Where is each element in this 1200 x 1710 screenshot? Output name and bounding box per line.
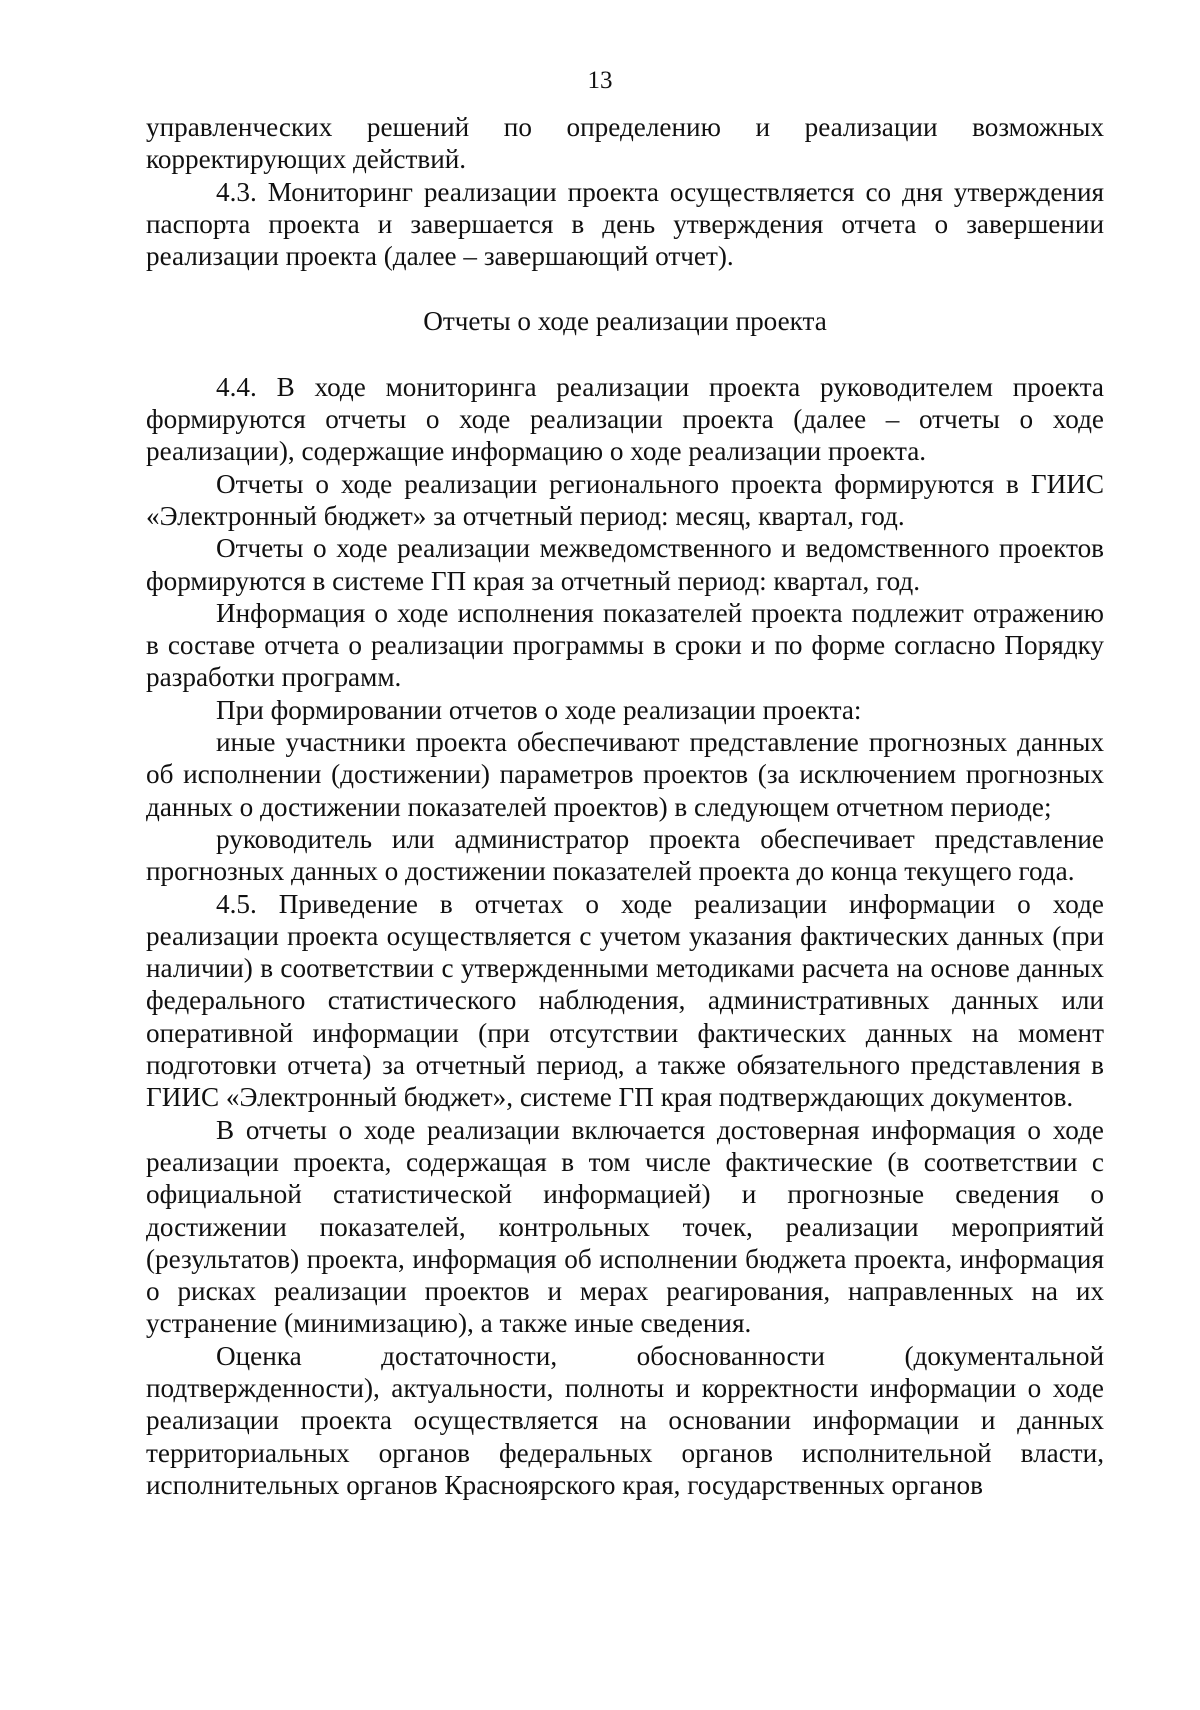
paragraph-report-formation: При формировании отчетов о ходе реализации проекта: xyxy=(216,694,862,725)
paragraph-4-3: 4.3. Мониторинг реализации проекта осуществляется со дня утверждения паспорта проекта и завершается в день утверждения отчета о завершении реализации проекта (далее – завершающий отчет). xyxy=(146,176,1104,272)
document-body xyxy=(146,111,1104,1501)
paragraph-continuation: управленческих решений по определению и реализации возможных корректирующих действий. xyxy=(146,112,1104,175)
page-number: 13 xyxy=(587,67,613,94)
section-heading: Отчеты о ходе реализации проекта xyxy=(423,306,827,337)
paragraph-4-5: 4.5. Приведение в отчетах о ходе реализации информации о ходе реализации проекта осуществляется с учетом указания фактических данных (при наличии) в соответствии с утвержденными методиками расчета на основе данных федерального статистического наблюдения, административных данных или оперативной информации (при отсутствии фактических данных на момент подготовки отчета) за отчетный период, а также обязательного представления в ГИИС «Электронный бюджет», системе ГП края подтверждающих документов. xyxy=(146,888,1104,1113)
paragraph-4-4: 4.4. В ходе мониторинга реализации проекта руководителем проекта формируются отчеты о ходе реализации проекта (далее – отчеты о ходе реализации), содержащие информацию о ходе реализации проекта. xyxy=(146,371,1104,467)
paragraph-reliable-info: В отчеты о ходе реализации включается достоверная информация о ходе реализации проекта, содержащая в том числе фактические (в соответствии с официальной статистической информацией) и прогнозные сведения о достижении показателей, контрольных точек, реализации мероприятий (результатов) проекта, информация об исполнении бюджета проекта, информация о рисках реализации проектов и мерах реагирования, направленных на их устранение (минимизацию), а также иные сведения. xyxy=(146,1114,1104,1339)
paragraph-regional-reports: Отчеты о ходе реализации регионального проекта формируются в ГИИС «Электронный бюджет» за отчетный период: месяц, квартал, год. xyxy=(146,468,1104,531)
paragraph-project-manager: руководитель или администратор проекта обеспечивает представление прогнозных данных о достижении показателей проекта до конца текущего года. xyxy=(146,823,1104,887)
paragraph-assessment: Оценка достаточности, обоснованности (документальной подтвержденности), актуальности, полноты и корректности информации о ходе реализации проекта осуществляется на основании информации и данных территориальных органов федеральных органов исполнительной власти, исполнительных органов Красноярского края, государственных органов xyxy=(146,1340,1104,1500)
paragraph-interdepartmental-reports: Отчеты о ходе реализации межведомственного и ведомственного проектов формируются в системе ГП края за отчетный период: квартал, год. xyxy=(146,533,1104,596)
paragraph-indicators-info: Информация о ходе исполнения показателей проекта подлежит отражению в составе отчета о реализации программы в сроки и по форме согласно Порядку разработки программ. xyxy=(146,597,1104,693)
paragraph-other-participants: иные участники проекта обеспечивают представление прогнозных данных об исполнении (достижении) параметров проектов (за исключением прогнозных данных о достижении показателей проектов) в следующем отчетном периоде; xyxy=(146,727,1104,822)
